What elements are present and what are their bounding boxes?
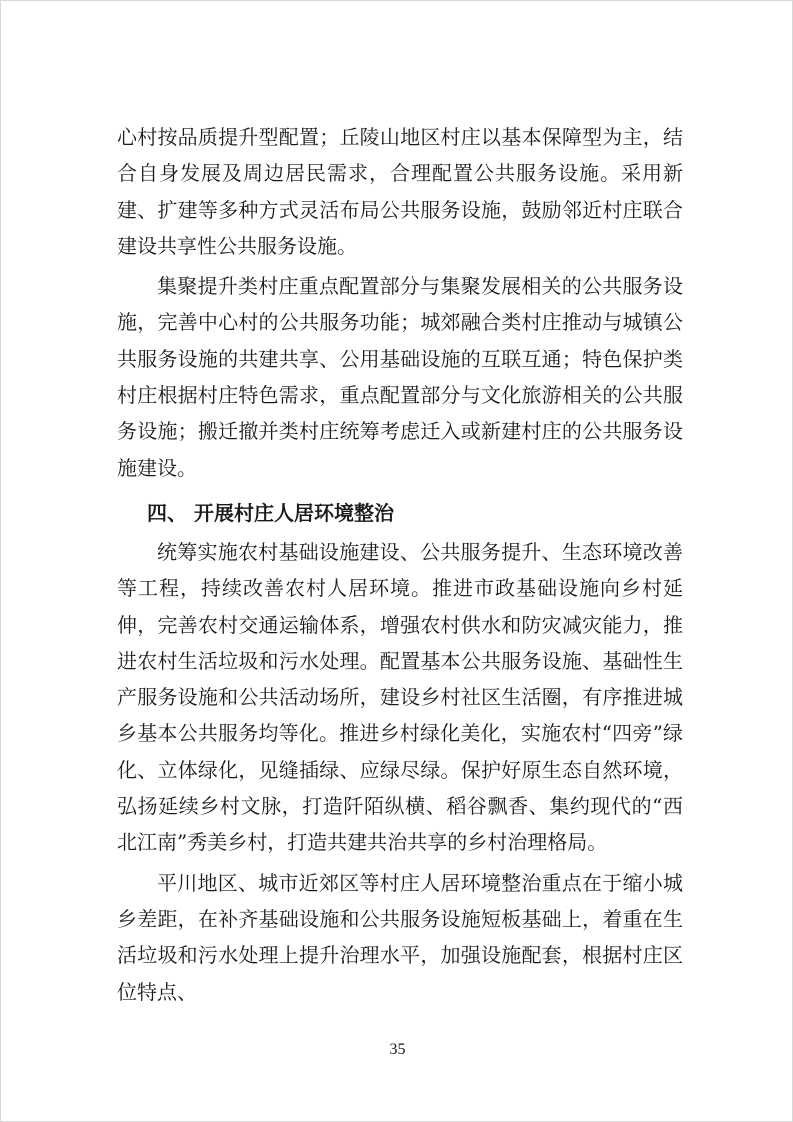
- page-number: 35: [389, 1041, 406, 1058]
- body-paragraph-4: 平川地区、城市近郊区等村庄人居环境整治重点在于缩小城乡差距，在补齐基础设施和公共服务设施短板基础上，着重在生活垃圾和污水处理上提升治理水平，加强设施配套，根据村庄区位特点、: [117, 870, 683, 1004]
- body-paragraph-1: 心村按品质提升型配置；丘陵山地区村庄以基本保障型为主，结合自身发展及周边居民需求，合理配置公共服务设施。采用新建、扩建等多种方式灵活布局公共服务设施，鼓励邻近村庄联合建设共享性公共服务设施。: [117, 125, 683, 258]
- body-paragraph-2: 集聚提升类村庄重点配置部分与集聚发展相关的公共服务设施，完善中心村的公共服务功能；城郊融合类村庄推动与城镇公共服务设施的共建共享、公用基础设施的互联互通；特色保护类村庄根据村庄特色需求，重点配置部分与文化旅游相关的公共服务设施；搬迁撤并类村庄统筹考虑迁入或新建村庄的公共服务设施建设。: [117, 274, 683, 480]
- body-paragraph-3: 统筹实施农村基础设施建设、公共服务提升、生态环境改善等工程，持续改善农村人居环境。推进市政基础设施向乡村延伸，完善农村交通运输体系，增强农村供水和防灾减灾能力，推进农村生活垃圾和污水处理。配置基本公共服务设施、基础性生产服务设施和公共活动场所，建设乡村社区生活圈，有序推进城乡基本公共服务均等化。推进乡村绿化美化，实施农村“四旁”绿化、立体绿化，见缝插绿、应绿尽绿。保护好原生态自然环境，弘扬延续乡村文脉，打造阡陌纵横、稻谷飘香、集约现代的“西北江南”秀美乡村，打造共建共治共享的乡村治理格局。: [117, 539, 683, 855]
- page-body: [117, 119, 683, 1010]
- section-heading: 四、 开展村庄人居环境整治: [147, 500, 394, 525]
